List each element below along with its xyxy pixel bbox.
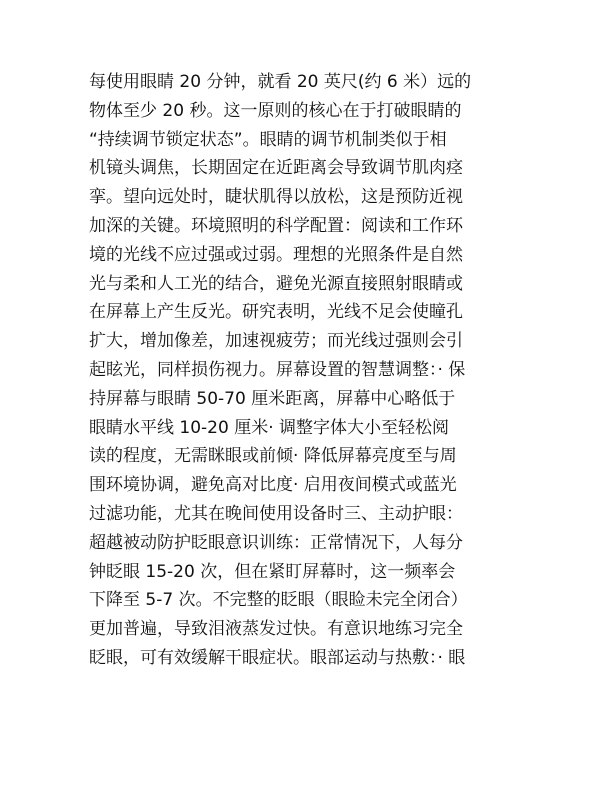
text-line: 超越被动防护眨眼意识训练：正常情况下，人每分	[89, 532, 463, 553]
text-line: 机镜头调焦，长期固定在近距离会导致调节肌肉痉	[89, 158, 463, 179]
text-line: 读的程度，无需眯眼或前倾· 降低屏幕亮度至与周	[89, 446, 457, 467]
text-line: 眼睛水平线 10-20 厘米· 调整字体大小至轻松阅	[89, 417, 450, 438]
text-line: 过滤功能，尤其在晚间使用设备时三、主动护眼：	[89, 503, 463, 524]
text-line: 扩大，增加像差，加速视疲劳；而光线过强则会引	[89, 331, 463, 352]
text-line: 眨眼，可有效缓解干眼症状。眼部运动与热敷：· 眼	[89, 647, 466, 668]
text-line: 挛。望向远处时，睫状肌得以放松，这是预防近视	[89, 187, 463, 208]
text-line: 境的光线不应过强或过弱。理想的光照条件是自然	[89, 244, 463, 265]
text-line: 围环境协调，避免高对比度· 启用夜间模式或蓝光	[89, 475, 457, 496]
text-line: 持屏幕与眼睛 50-70 厘米距离，屏幕中心略低于	[89, 388, 456, 409]
text-line: 下降至 5-7 次。不完整的眨眼（眼睑未完全闭合）	[89, 590, 468, 611]
text-line: 起眩光，同样损伤视力。屏幕设置的智慧调整：· 保	[89, 359, 466, 380]
text-line: “持续调节锁定状态”。眼睛的调节机制类似于相	[89, 129, 447, 150]
text-line: 每使用眼睛 20 分钟，就看 20 英尺(约 6 米）远的	[89, 72, 472, 92]
text-line: 物体至少 20 秒。这一原则的核心在于打破眼睛的	[89, 100, 462, 121]
text-line: 加深的关键。环境照明的科学配置：阅读和工作环	[89, 215, 463, 236]
text-line: 光与柔和人工光的结合，避免光源直接照射眼睛或	[89, 273, 463, 294]
text-line: 在屏幕上产生反光。研究表明，光线不足会使瞳孔	[89, 302, 463, 323]
text-line: 钟眨眼 15-20 次，但在紧盯屏幕时，这一频率会	[89, 561, 456, 582]
body-text	[89, 68, 529, 673]
text-line: 更加普遍，导致泪液蒸发过快。有意识地练习完全	[89, 619, 463, 640]
